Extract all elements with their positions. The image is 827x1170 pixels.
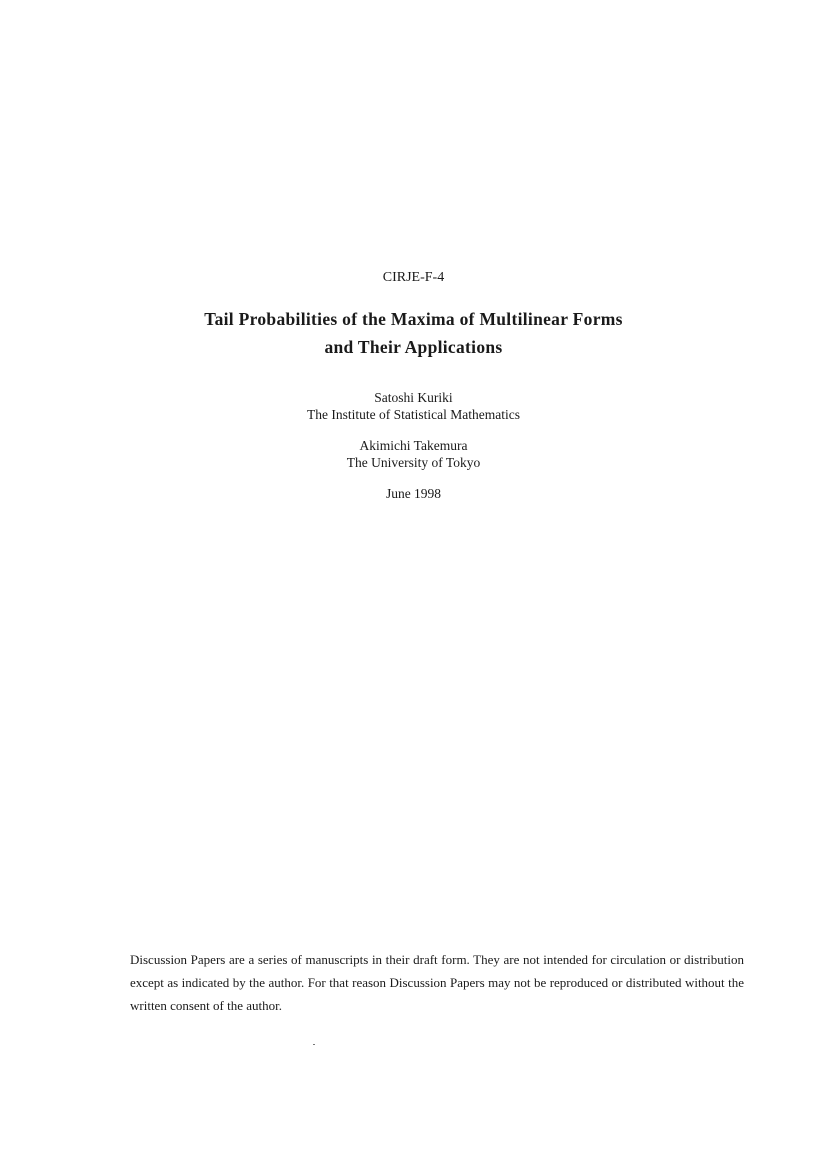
series-number: CIRJE-F-4 [382, 270, 445, 285]
author-affiliation: The Institute of Statistical Mathematics [307, 407, 520, 422]
paper-title [0, 305, 827, 361]
scan-speck [313, 1044, 315, 1045]
author-name: Akimichi Takemura [359, 438, 468, 453]
author-block [0, 437, 827, 471]
author-block [0, 389, 827, 423]
title-line-1: Tail Probabilities of the Maxima of Multilinear Forms [204, 309, 623, 329]
disclaimer-paragraph: Discussion Papers are a series of manuscripts in their draft form. They are not intended for circulation or distribution except as indicated by the author. For that reason Discussion Papers may not be reproduced or distributed without the written consent of the author. [130, 952, 744, 1013]
author-name: Satoshi Kuriki [374, 390, 453, 405]
publication-date: June 1998 [385, 486, 442, 501]
title-line-2: and Their Applications [324, 337, 503, 357]
author-affiliation: The University of Tokyo [346, 455, 481, 470]
